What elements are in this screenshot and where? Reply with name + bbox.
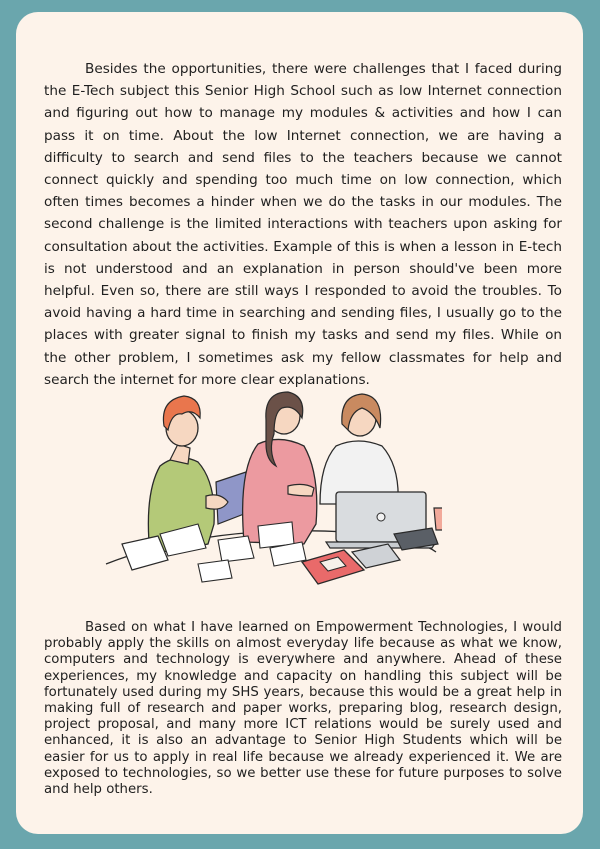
student-girl-white-figure (320, 394, 398, 504)
document-page (16, 12, 583, 834)
paragraph-learnings: Based on what I have learned on Empowerment Technologies, I would probably apply the skills on almost everyday life because as what we know, computers and technology is everywhere and anywhere. Ahead of these experiences, my knowledge and capacity on handling this subject will be fortunately used during my SHS years, because this would be a great help in making full of research and paper works, preparing blog, research design, project proposal, and many more ICT relations would be surely used and enhanced, it is also an advantage to Senior High Students which will be easier for us to apply in real life because we already experienced it. We are exposed to technologies, so we better use these for future purposes to solve and help others. (44, 620, 562, 798)
papers-illustration (160, 522, 306, 582)
mug-illustration (434, 508, 442, 530)
student-girl-pink-figure (243, 392, 317, 544)
paragraph-challenges: Besides the opportunities, there were challenges that I faced during the E-Tech subject this Senior High School such as low Internet connection and figuring out how to manage my modules & activities and how I can pass it on time. About the low Internet connection, we are having a difficulty to search and send files to the teachers because we cannot connect quickly and spending too much time on low connection, which often times becomes a hinder when we do the tasks in our modules. The second challenge is the limited interactions with teachers upon asking for consultation about the activities. Example of this is when a lesson in E-tech is not understood and an explanation in person should've been more helpful. Even so, there are still ways I responded to avoid the troubles. To avoid having a hard time in searching and sending files, I usually go to the places with greater signal to finish my tasks and send my files. While on the other problem, I sometimes ask my fellow classmates for help and search the internet for more clear explanations. (44, 61, 562, 388)
students-studying-illustration (98, 374, 442, 594)
